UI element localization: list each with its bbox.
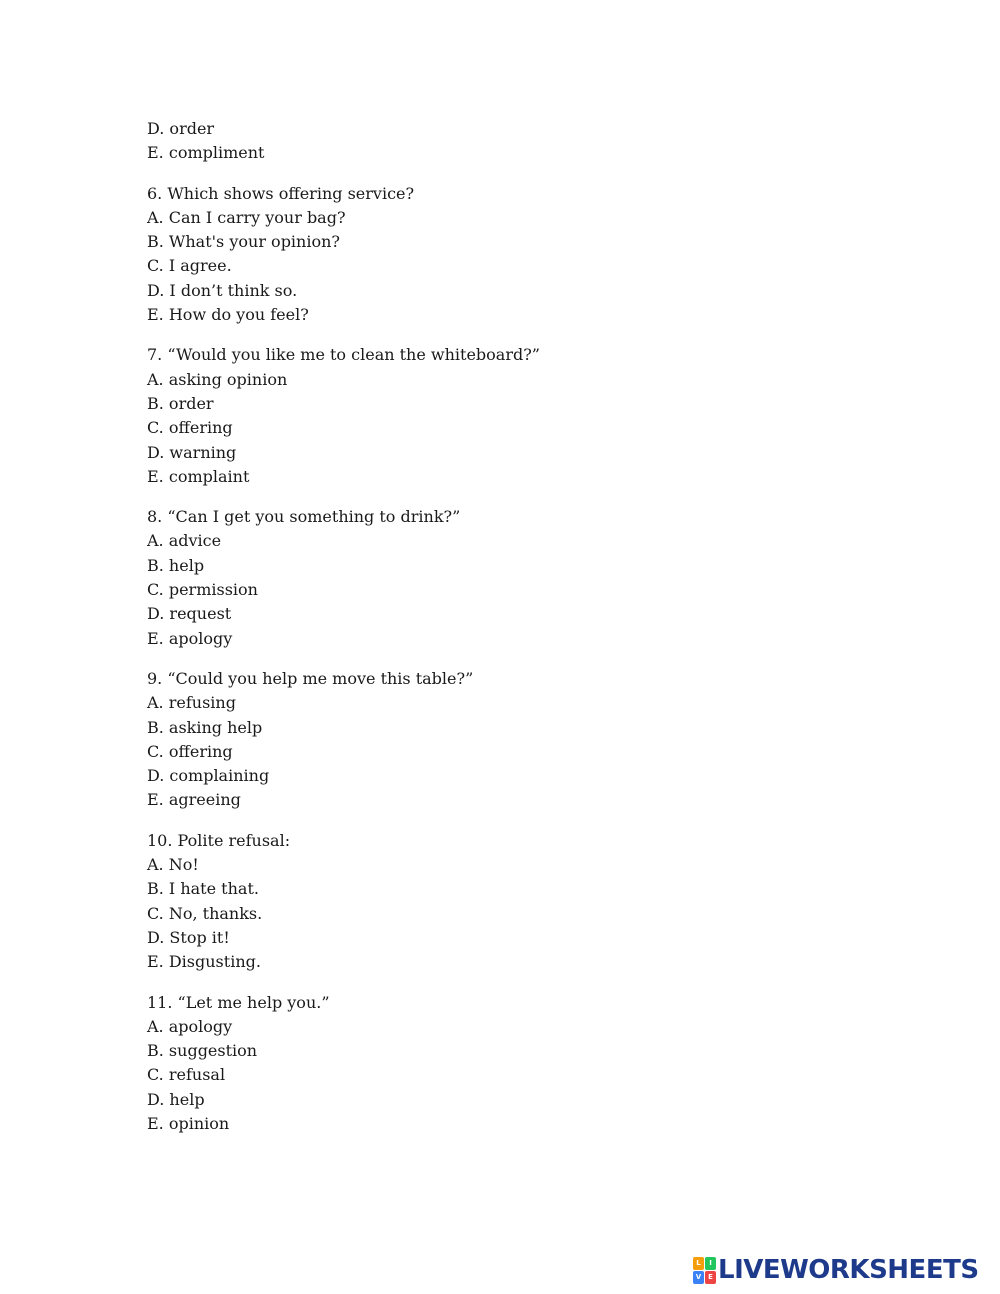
liveworksheets-logo bbox=[693, 1254, 979, 1286]
question-block bbox=[147, 505, 847, 651]
answer-option: A. Can I carry your bag? bbox=[147, 207, 346, 227]
answer-option: E. agreeing bbox=[147, 790, 241, 810]
worksheet-content bbox=[147, 117, 847, 1136]
logo-text: LIVEWORKSHEETS bbox=[718, 1255, 979, 1285]
question-block bbox=[147, 182, 847, 328]
logo-mark-cell: V bbox=[693, 1271, 704, 1284]
answer-option: D. complaining bbox=[147, 766, 270, 786]
answer-option: E. compliment bbox=[147, 143, 265, 163]
answer-option: B. asking help bbox=[147, 717, 263, 737]
answer-option: C. offering bbox=[147, 741, 233, 761]
answer-option: B. suggestion bbox=[147, 1041, 258, 1061]
answer-option: A. advice bbox=[147, 531, 222, 551]
answer-option: E. How do you feel? bbox=[147, 305, 309, 325]
answer-option: A. apology bbox=[147, 1016, 233, 1036]
question-block bbox=[147, 829, 847, 975]
question-block bbox=[147, 667, 847, 813]
answer-option: E. apology bbox=[147, 628, 233, 648]
logo-mark-cell: I bbox=[705, 1257, 716, 1270]
question-text: 11. “Let me help you.” bbox=[147, 992, 330, 1012]
answer-option: C. No, thanks. bbox=[147, 903, 263, 923]
logo-mark-icon bbox=[693, 1257, 715, 1283]
answer-option: C. refusal bbox=[147, 1065, 226, 1085]
answer-option: B. help bbox=[147, 555, 205, 575]
question-block bbox=[147, 343, 847, 489]
answer-option: D. help bbox=[147, 1089, 205, 1109]
question-text: 7. “Would you like me to clean the whiteboard?” bbox=[147, 345, 540, 365]
question-text: 10. Polite refusal: bbox=[147, 830, 291, 850]
answer-option: C. I agree. bbox=[147, 256, 232, 276]
answer-option: B. What's your opinion? bbox=[147, 232, 340, 252]
answer-option: C. offering bbox=[147, 418, 233, 438]
answer-option: A. asking opinion bbox=[147, 369, 288, 389]
answer-option: D. I don’t think so. bbox=[147, 280, 298, 300]
answer-option: B. order bbox=[147, 393, 214, 413]
question-block bbox=[147, 117, 847, 166]
question-text: 9. “Could you help me move this table?” bbox=[147, 668, 474, 688]
question-block bbox=[147, 991, 847, 1137]
answer-option: A. refusing bbox=[147, 693, 236, 713]
answer-option: D. warning bbox=[147, 442, 237, 462]
logo-mark-cell: E bbox=[705, 1271, 716, 1284]
answer-option: D. request bbox=[147, 604, 232, 624]
answer-option: A. No! bbox=[147, 855, 199, 875]
question-text: 8. “Can I get you something to drink?” bbox=[147, 507, 461, 527]
question-text: 6. Which shows offering service? bbox=[147, 183, 415, 203]
answer-option: E. complaint bbox=[147, 466, 250, 486]
answer-option: B. I hate that. bbox=[147, 879, 259, 899]
answer-option: E. Disgusting. bbox=[147, 952, 261, 972]
answer-option: E. opinion bbox=[147, 1113, 230, 1133]
answer-option: C. permission bbox=[147, 580, 258, 600]
logo-mark-cell: L bbox=[693, 1257, 704, 1270]
answer-option: D. order bbox=[147, 119, 215, 138]
answer-option: D. Stop it! bbox=[147, 927, 230, 947]
